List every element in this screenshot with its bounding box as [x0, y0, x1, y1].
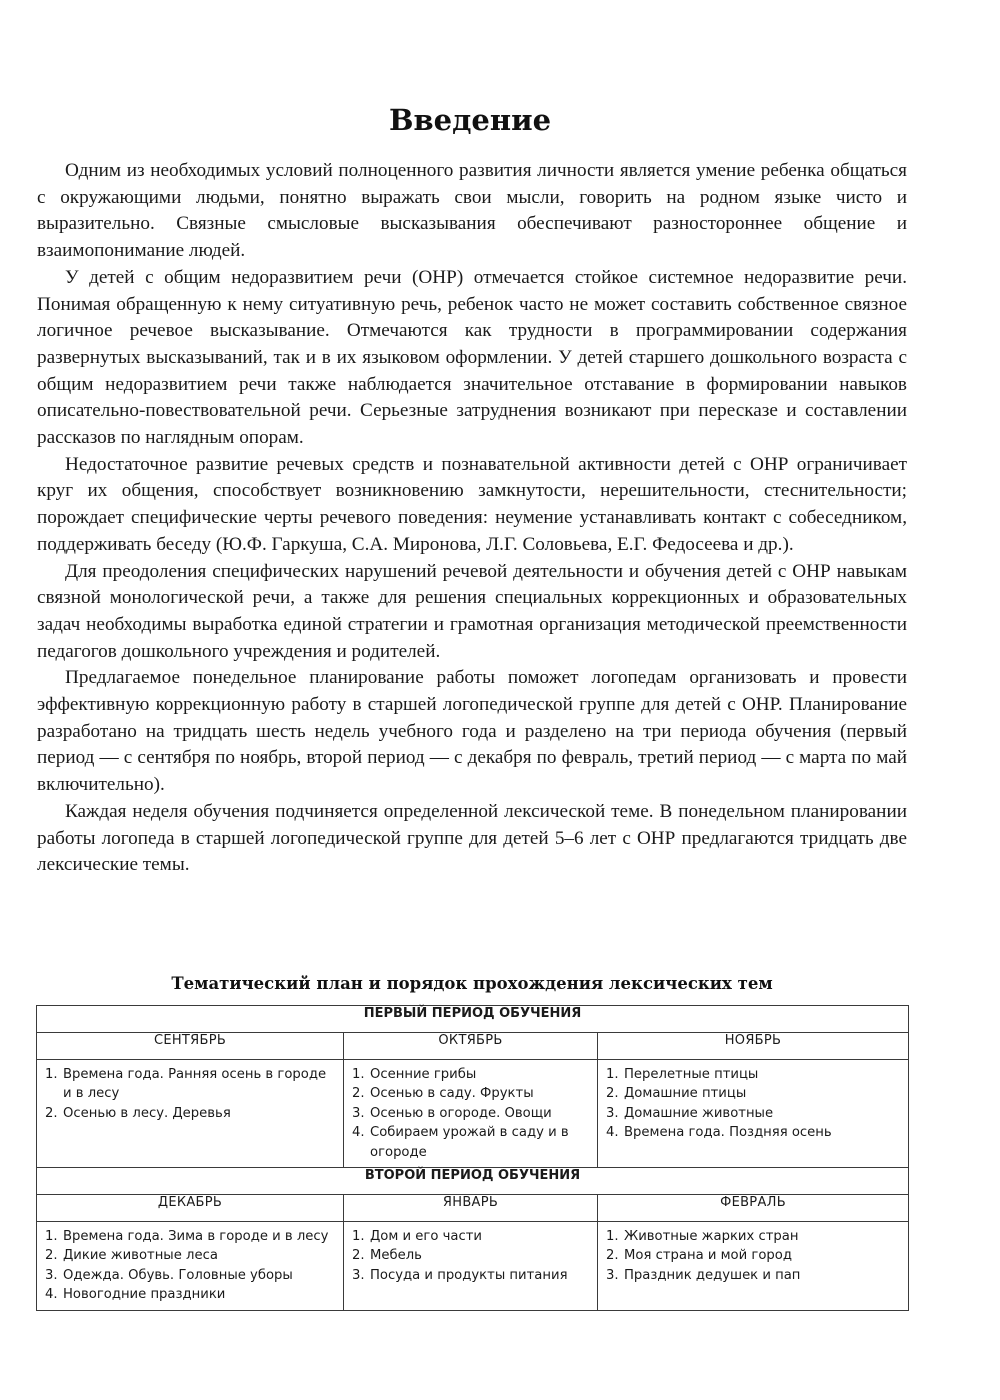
topic-item: 4. Собираем урожай в саду и в огороде — [352, 1125, 569, 1160]
topic-item: 2. Осенью в лесу. Деревья — [45, 1105, 231, 1121]
month-header: ОКТЯБРЬ — [344, 1033, 598, 1060]
topic-item: 2. Мебель — [352, 1248, 422, 1264]
topic-item: 1. Дом и его части — [352, 1229, 482, 1245]
month-header-row — [37, 1195, 909, 1222]
topic-item: 2. Дикие животные леса — [45, 1248, 218, 1264]
period-header-row — [37, 1168, 909, 1195]
period-header-row — [37, 1006, 909, 1033]
paragraph: Одним из необходимых условий полноценного развития личности является умение ребенка общаться с окружающими людьми, понятно выражать свои мысли, говорить на родном языке чисто и выразительно. Связные смысловые высказывания обеспечивают разностороннее общение и взаимопонимание людей. — [37, 160, 907, 262]
topic-item: 1. Животные жарких стран — [606, 1229, 799, 1245]
thematic-plan-table — [36, 1005, 909, 1311]
period-label: ВТОРОЙ ПЕРИОД ОБУЧЕНИЯ — [37, 1168, 909, 1195]
month-header-row — [37, 1033, 909, 1060]
topics-list — [37, 1222, 343, 1310]
topic-item: 3. Праздник дедушек и пап — [606, 1267, 801, 1283]
topics-list — [344, 1222, 597, 1290]
table-title: Тематический план и порядок прохождения лексических тем — [171, 974, 773, 993]
topic-item: 1. Времена года. Зима в городе и в лесу — [45, 1229, 329, 1245]
topic-item: 4. Новогодние праздники — [45, 1287, 226, 1303]
topics-list — [598, 1222, 908, 1290]
paragraph: Каждая неделя обучения подчиняется определенной лексической теме. В понедельном планировании работы логопеда в старшей логопедической группе для детей 5–6 лет с ОНР предлагаются тридцать две лексические темы. — [37, 800, 907, 876]
topic-item: 2. Осенью в саду. Фрукты — [352, 1086, 534, 1102]
topic-item: 4. Времена года. Поздняя осень — [606, 1125, 832, 1141]
topic-item: 3. Осенью в огороде. Овощи — [352, 1105, 552, 1121]
topics-cell — [37, 1060, 344, 1168]
topic-item: 3. Домашние животные — [606, 1105, 774, 1121]
month-header: ДЕКАБРЬ — [37, 1195, 344, 1222]
period-label: ПЕРВЫЙ ПЕРИОД ОБУЧЕНИЯ — [37, 1006, 909, 1033]
topic-item: 1. Времена года. Ранняя осень в городе и в лесу — [45, 1067, 327, 1102]
topics-row — [37, 1222, 909, 1311]
paragraph: Недостаточное развитие речевых средств и познавательной активности детей с ОНР ограничивает круг их общения, способствует возникновению замкнутости, нерешительности, стеснительности; порождает специфические черты речевого поведения: неумение устанавливать контакт с собеседником, поддерживать беседу (Ю.Ф. Гаркуша, С.А. Миронова, Л.Г. Соловьева, Е.Г. Федосеева и др.). — [37, 453, 907, 555]
topic-item: 3. Одежда. Обувь. Головные уборы — [45, 1267, 293, 1283]
topic-item: 2. Домашние птицы — [606, 1086, 747, 1102]
paragraph: Для преодоления специфических нарушений речевой деятельности и обучения детей с ОНР навыкам связной монологической речи, а также для решения специальных коррекционных и образовательных задач необходимы выработка единой стратегии и грамотная организация методической преемственности педагогов дошкольного учреждения и родителей. — [37, 560, 907, 662]
topics-list — [344, 1060, 597, 1167]
month-header: ЯНВАРЬ — [344, 1195, 598, 1222]
topics-row — [37, 1060, 909, 1168]
topic-item: 2. Моя страна и мой город — [606, 1248, 792, 1264]
page-title: Введение — [388, 103, 552, 137]
month-header: ФЕВРАЛЬ — [598, 1195, 909, 1222]
paragraph: Предлагаемое понедельное планирование работы поможет логопедам организовать и провести эффективную коррекционную работу в старшей логопедической группе для детей с ОНР. Планирование разработано на тридцать шесть недель учебного года и разделено на три периода обучения (первый период — с сентября по ноябрь, второй период — с декабря по февраль, третий период — с марта по май включительно). — [37, 667, 907, 796]
month-header: НОЯБРЬ — [598, 1033, 909, 1060]
topics-cell — [37, 1222, 344, 1311]
topics-cell — [344, 1060, 598, 1168]
topics-cell — [598, 1222, 909, 1311]
topic-item: 1. Перелетные птицы — [606, 1067, 759, 1082]
topics-cell — [598, 1060, 909, 1168]
topics-list — [598, 1060, 908, 1148]
topic-item: 1. Осенние грибы — [352, 1067, 477, 1082]
topic-item: 3. Посуда и продукты питания — [352, 1267, 568, 1283]
month-header: СЕНТЯБРЬ — [37, 1033, 344, 1060]
topics-cell — [344, 1222, 598, 1311]
paragraph: У детей с общим недоразвитием речи (ОНР) отмечается стойкое системное недоразвитие речи. Понимая обращенную к нему ситуативную речь, ребенок часто не может составить собственное связное логичное речевое высказывание. Отмечаются как трудности в программировании содержания развернутых высказываний, так и в их языковом оформлении. У детей старшего дошкольного возраста с общим недоразвитием речи также наблюдается значительное отставание в формировании навыков описательно-повествовательной речи. Серьезные затруднения возникают при пересказе и составлении рассказов по наглядным опорам. — [37, 266, 907, 449]
topics-list — [37, 1060, 343, 1128]
introduction-text — [37, 158, 907, 879]
